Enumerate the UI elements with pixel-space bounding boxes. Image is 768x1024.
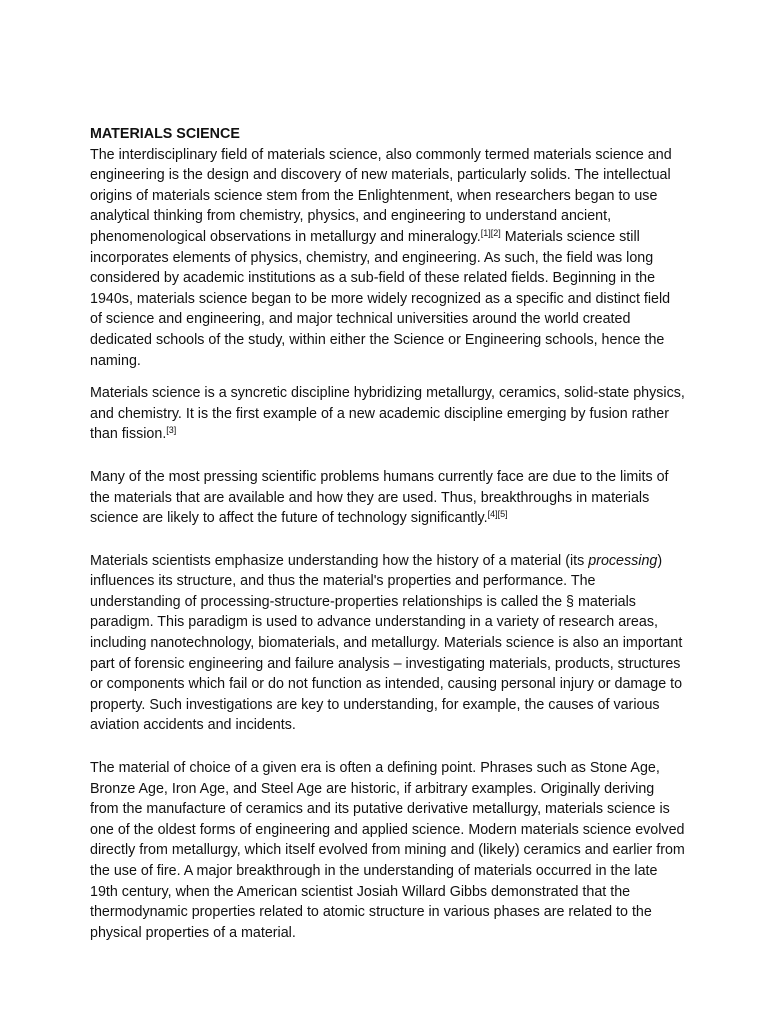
document-page: [90, 124, 686, 943]
paragraph-1: [90, 145, 686, 372]
paragraph-4: [90, 551, 686, 736]
paragraph-5-text-a: The material of choice of a given era is often a defining point. Phrases such as Stone Age, Bronze Age, Iron Age, and Steel Age are historic, if arbitrary examples. Originally deriving from the manufacture of ceramics and its putative derivative metallurgy, materials science is one of the oldest forms of engineering and applied science. Modern materials science evolved directly from metallurgy, which itself evolved from mining and (likely) ceramics and earlier from the use of fire. A major breakthrough in the understanding of materials occurred in the late 19th century, when the American scientist Josiah Willard Gibbs demonstrated that the thermodynamic properties related to atomic structure in various phases are related to the physical properties of a material.: [90, 760, 685, 941]
citation-3: [3]: [166, 425, 177, 436]
citation-4-5: [4][5]: [487, 509, 508, 520]
paragraph-4-italic: processing: [588, 552, 658, 569]
paragraph-5: [90, 758, 686, 943]
paragraph-2: [90, 383, 686, 445]
document-title: MATERIALS SCIENCE: [90, 126, 240, 142]
paragraph-4-text-a: Materials scientists emphasize understanding how the history of a material (its: [90, 552, 589, 569]
paragraph-4-text-b: ) influences its structure, and thus the material's properties and performance. The understanding of processing-structure-properties relationships is called the § materials paradigm. This paradigm is used to advance understanding in a variety of research areas, including nanotechnology, biomaterials, and metallurgy. Materials science is also an important part of forensic engineering and failure analysis – investigating materials, products, structures or components which fail or do not function as intended, causing personal injury or damage to property. Such investigations are key to understanding, for example, the causes of various aviation accidents and incidents.: [90, 552, 683, 734]
paragraph-3-text-a: Many of the most pressing scientific problems humans currently face are due to the limits of the materials that are available and how they are used. Thus, breakthroughs in materials science are likely to affect the future of technology significantly.: [90, 468, 669, 527]
paragraph-1-text-a: The interdisciplinary field of materials science, also commonly termed materials science and engineering is the design and discovery of new materials, particularly solids. The intellectual origins of materials science stem from the Enlightenment, when researchers began to use analytical thinking from chemistry, physics, and engineering to understand ancient, phenomenological observations in metallurgy and mineralogy.: [90, 146, 672, 245]
paragraph-1-text-b: Materials science still incorporates elements of physics, chemistry, and engineering. As such, the field was long considered by academic institutions as a sub-field of these related fields. Beginning in the 1940s, materials science began to be more widely recognized as a specific and distinct field of science and engineering, and major technical universities around the world created dedicated schools of the study, within either the Science or Engineering schools, hence the naming.: [90, 228, 671, 369]
paragraph-3: [90, 467, 686, 529]
paragraph-2-text-a: Materials science is a syncretic discipline hybridizing metallurgy, ceramics, solid-state physics, and chemistry. It is the first example of a new academic discipline emerging by fusion rather than fission.: [90, 385, 685, 443]
citation-1-2: [1][2]: [480, 227, 501, 238]
